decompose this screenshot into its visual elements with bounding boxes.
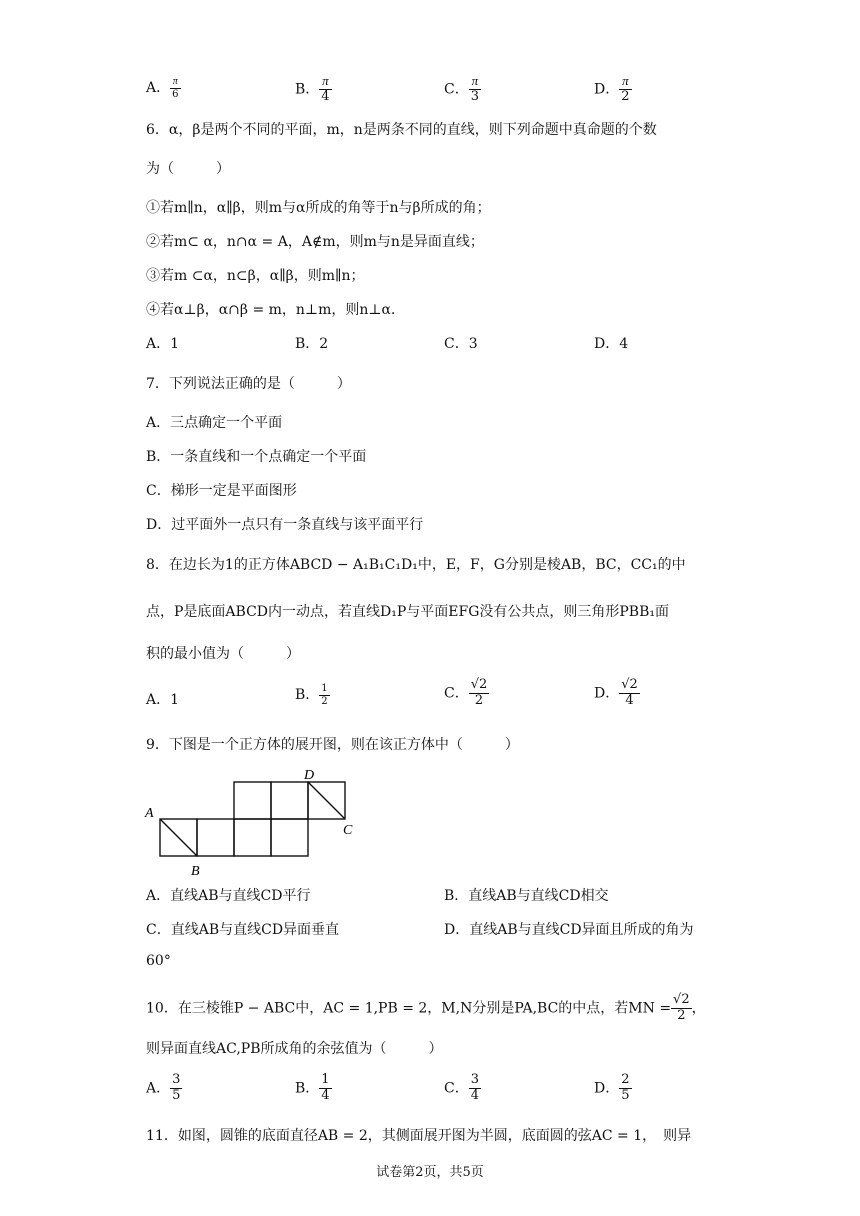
net-square — [197, 819, 234, 856]
q8-option-d — [594, 678, 640, 709]
punctuation: ， — [691, 1000, 706, 1017]
denominator: 2 — [321, 695, 328, 707]
q6-stem-line1: 6．α，β是两个不同的平面，m，n是两条不同的直线，则下列命题中真命题的个数 — [146, 122, 657, 138]
denominator: 2 — [621, 88, 630, 104]
numerator: π — [469, 74, 481, 90]
q10-option-d — [594, 1073, 632, 1104]
q5-option-a — [146, 76, 181, 100]
q6-option-b: B．2 — [295, 336, 329, 352]
numerator: √2 — [673, 992, 690, 1007]
numerator: √2 — [621, 677, 638, 692]
fraction — [469, 1073, 481, 1104]
q7-option-c: C．梯形一定是平面图形 — [146, 483, 297, 499]
net-square — [234, 819, 271, 856]
denominator: 6 — [172, 88, 179, 100]
denominator: 4 — [625, 692, 634, 708]
q6-option-c: C．3 — [444, 336, 478, 352]
option-label: D． — [594, 685, 620, 702]
numerator: 3 — [172, 1072, 181, 1087]
denominator: 2 — [474, 692, 484, 708]
q6-statement-4: ④若α⊥β，α∩β = m，n⊥m，则n⊥α． — [146, 302, 405, 318]
denominator: 5 — [621, 1087, 630, 1103]
label-d: D — [304, 768, 315, 783]
numerator: 1 — [321, 683, 328, 694]
fraction — [619, 678, 640, 709]
option-label: B． — [295, 687, 320, 703]
denominator: 3 — [470, 88, 479, 104]
q10-stem-line2: 则异面直线AC,PB所成角的余弦值为（ ） — [146, 1041, 443, 1057]
q8-option-a: A．1 — [146, 692, 180, 708]
option-label: D． — [594, 1080, 620, 1097]
denominator: 4 — [321, 1087, 330, 1103]
option-label: C． — [444, 81, 469, 98]
q9-option-d: D．直线AB与直线CD异面且所成的角为 — [444, 922, 694, 938]
fraction — [170, 76, 180, 100]
net-square — [271, 819, 308, 856]
fraction — [671, 993, 692, 1024]
numerator: π — [319, 74, 331, 90]
diagonal-dc — [308, 782, 345, 819]
q6-option-a: A．1 — [146, 336, 180, 352]
q7-option-a: A．三点确定一个平面 — [146, 415, 283, 431]
q11-stem-line1: 11．如图，圆锥的底面直径AB = 2，其侧面展开图为半圆，底面圆的弦AC = 1， 则异 — [146, 1128, 692, 1144]
fraction — [170, 1073, 182, 1104]
q8-stem-line3: 积的最小值为（ ） — [146, 646, 300, 662]
numerator: π — [170, 76, 180, 89]
denominator: 4 — [470, 1087, 479, 1103]
label-c: C — [343, 823, 353, 838]
q9-option-d-continued: 60° — [146, 953, 171, 969]
fraction — [619, 74, 631, 105]
denominator: 5 — [172, 1087, 181, 1103]
numerator: √2 — [470, 677, 488, 692]
option-label: B． — [295, 1080, 320, 1097]
net-square — [271, 782, 308, 819]
option-label: B． — [295, 81, 320, 98]
q9-option-c: C．直线AB与直线CD异面垂直 — [146, 922, 340, 938]
q8-stem-line1: 8．在边长为1的正方体ABCD − A₁B₁C₁D₁中，E，F，G分别是棱AB，BC，CC₁的中 — [146, 557, 686, 573]
numerator: π — [619, 74, 631, 90]
option-label: C． — [444, 1080, 469, 1097]
option-label: A． — [146, 80, 171, 96]
q6-statement-3: ③若m ⊂α，n⊂β，α∥β，则m∥n； — [146, 268, 365, 284]
label-b: B — [191, 864, 200, 879]
q8-option-c — [444, 678, 489, 709]
diagonal-ab — [160, 819, 197, 856]
q8-option-b — [295, 683, 330, 707]
label-a: A — [145, 806, 154, 821]
fraction — [619, 1073, 631, 1104]
denominator: 4 — [321, 88, 330, 104]
q5-option-c — [444, 74, 481, 105]
fraction — [319, 1073, 331, 1104]
fraction — [469, 678, 490, 709]
q9-option-a: A．直线AB与直线CD平行 — [146, 888, 311, 904]
q10-stem-line1 — [146, 993, 706, 1024]
numerator: 2 — [621, 1072, 630, 1087]
cube-net-figure — [140, 765, 370, 880]
q10-option-b — [295, 1073, 332, 1104]
q6-stem-line2: 为（ ） — [146, 161, 230, 177]
q6-statement-1: ①若m∥n，α∥β，则m与α所成的角等于n与β所成的角； — [146, 200, 491, 216]
q10-stem-text: 10．在三棱锥P − ABC中，AC = 1,PB = 2，M,N分别是PA,BC的中点，若MN = — [146, 1000, 672, 1017]
q10-option-c — [444, 1073, 481, 1104]
q10-option-a — [146, 1073, 182, 1104]
q8-stem-line2: 点，P是底面ABCD内一动点，若直线D₁P与平面EFG没有公共点，则三角形PBB₁面 — [146, 604, 669, 620]
q5-option-b — [295, 74, 332, 105]
fraction — [469, 74, 481, 105]
option-label: A． — [146, 1080, 171, 1097]
fraction — [319, 74, 331, 105]
q6-option-d: D．4 — [594, 336, 629, 352]
numerator: 1 — [321, 1072, 330, 1087]
option-label: D． — [594, 81, 620, 98]
q9-option-b: B．直线AB与直线CD相交 — [444, 888, 609, 904]
q9-stem: 9．下图是一个正方体的展开图，则在该正方体中（ ） — [146, 737, 519, 753]
option-label: C． — [444, 685, 469, 702]
denominator: 2 — [677, 1007, 686, 1023]
fraction — [319, 683, 329, 707]
numerator: 3 — [470, 1072, 479, 1087]
net-square — [234, 782, 271, 819]
q7-option-d: D．过平面外一点只有一条直线与该平面平行 — [146, 517, 424, 533]
q6-statement-2: ②若m⊂ α，n∩α = A，A∉m，则m与n是异面直线； — [146, 234, 484, 250]
q5-option-d — [594, 74, 632, 105]
q7-stem: 7．下列说法正确的是（ ） — [146, 376, 351, 392]
page-footer: 试卷第2页，共5页 — [376, 1165, 484, 1180]
q7-option-b: B．一条直线和一个点确定一个平面 — [146, 449, 367, 465]
